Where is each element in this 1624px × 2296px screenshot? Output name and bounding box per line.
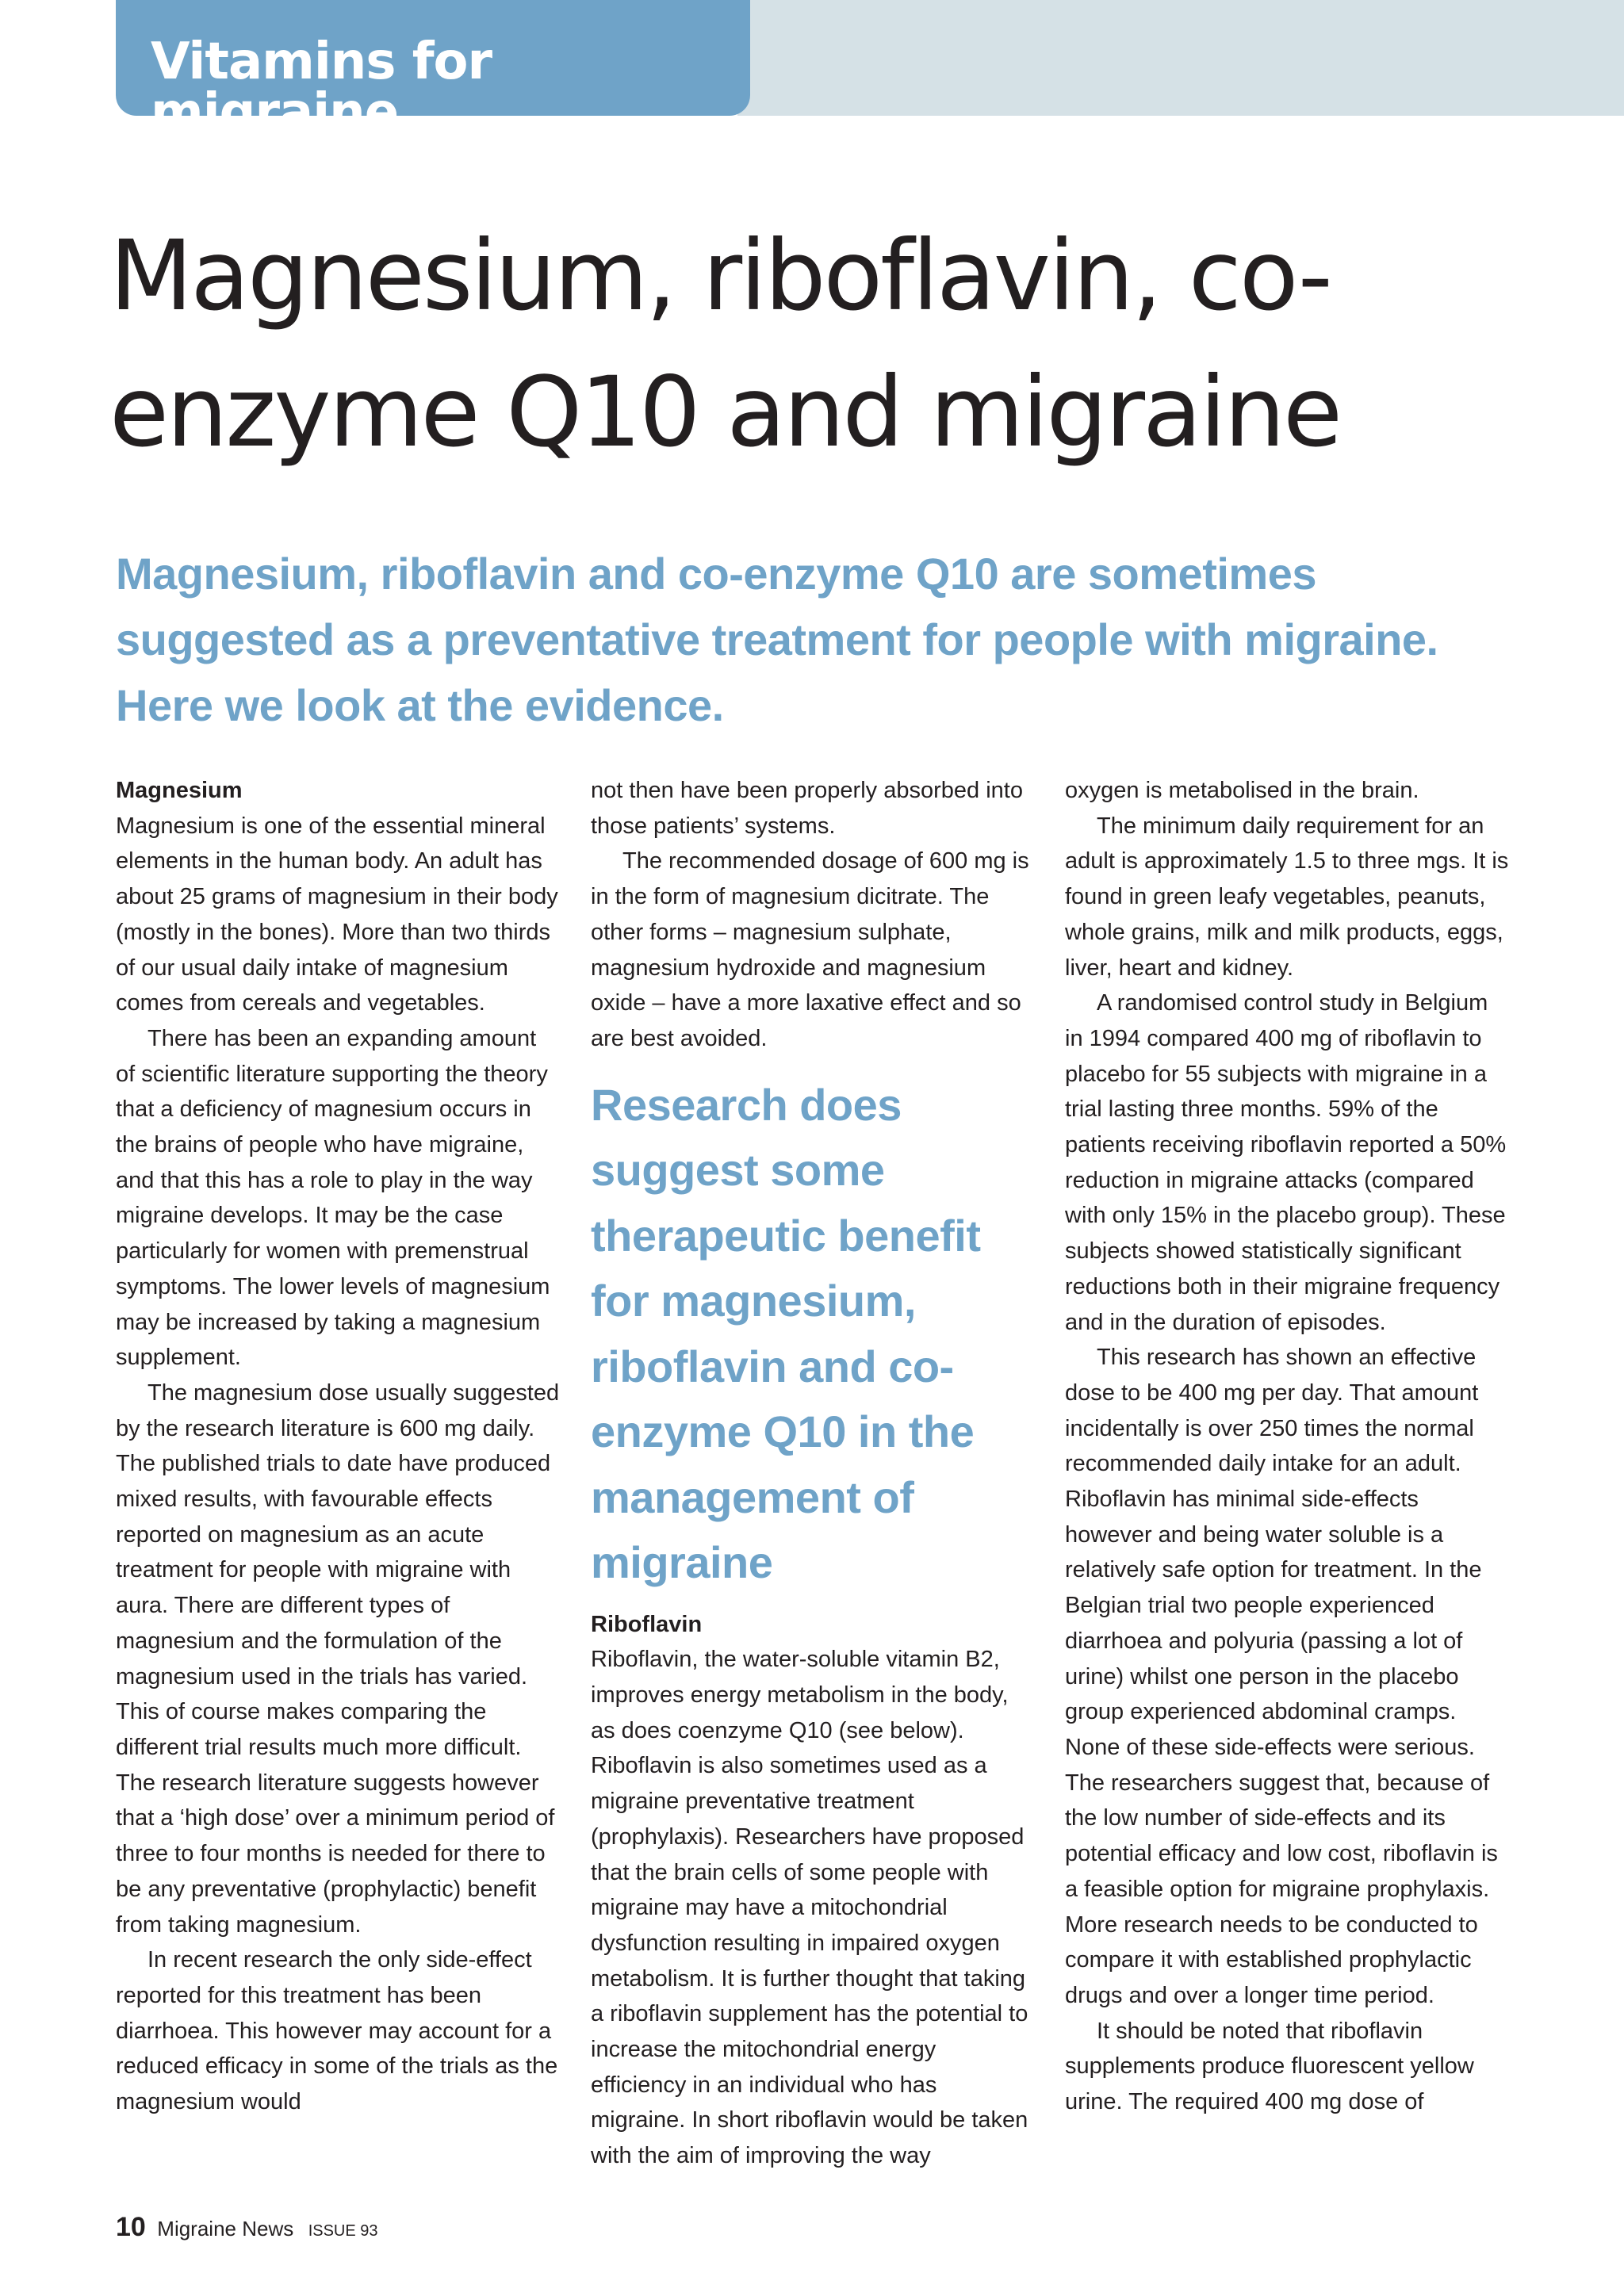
paragraph: It should be noted that riboflavin supplements produce fluorescent yellow urine. The required 400 mg dose of bbox=[1065, 2018, 1474, 2115]
article-title: Magnesium, riboflavin, co-enzyme Q10 and migraine bbox=[109, 220, 1341, 469]
paragraph: This research has shown an effective dose to be 400 mg per day. That amount incidentally is over 250 times the normal recommended daily intake for an adult. Riboflavin has minimal side-effects however and being water soluble is a relatively safe option for treatment. In the Belgian trial two people experienced diarrhoea and polyuria (passing a lot of urine) whilst one person in the placebo group experienced abdominal cramps. None of these side-effects were serious. The researchers suggest that, because of the low number of side-effects and its potential efficacy and low cost, riboflavin is a feasible option for migraine prophylaxis. More research needs to be conducted to compare it with established prophylactic drugs and over a longer time period. bbox=[1065, 1345, 1498, 2008]
paragraph: The minimum daily requirement for an adult is approximately 1.5 to three mgs. It is found in green leafy vegetables, peanuts, whole grains, milk and milk products, eggs, liver, heart and kidney. bbox=[1065, 813, 1509, 981]
section-tab-label: Vitamins for migraine bbox=[151, 33, 492, 142]
paragraph: In recent research the only side-effect reported for this treatment has been diarrhoea. This however may account for a reduced efficacy in some of the trials as the magnesium would bbox=[116, 1947, 558, 2115]
issue-label: ISSUE 93 bbox=[308, 2222, 378, 2240]
section-heading-magnesium: Magnesium bbox=[116, 778, 243, 803]
section-heading-riboflavin: Riboflavin bbox=[591, 1611, 703, 1637]
paragraph: not then have been properly absorbed into those patients’ systems. bbox=[591, 778, 1023, 839]
standfirst: Magnesium, riboflavin and co-enzyme Q10 are sometimes suggested as a preventative treatment for people with migraine. Here we look at the evidence. bbox=[116, 549, 1438, 730]
magazine-name: Migraine News bbox=[157, 2217, 294, 2241]
paragraph: The recommended dosage of 600 mg is in the form of magnesium dicitrate. The other forms – magnesium sulphate, magnesium hydroxide and magnesium oxide – have a more laxative effect and so are best avoided. bbox=[591, 848, 1029, 1051]
paragraph: There has been an expanding amount of scientific literature supporting the theory that a deficiency of magnesium occurs in the brains of people who have migraine, and that this has a role to play in the way migraine develops. It may be the case particularly for women with premenstrual symptoms. The lower levels of magnesium may be increased by taking a magnesium supplement. bbox=[116, 1025, 550, 1371]
page-footer bbox=[116, 2212, 378, 2243]
paragraph: Magnesium is one of the essential mineral elements in the human body. An adult has about 25 grams of magnesium in their body (mostly in the bones). More than two thirds of our usual daily intake of magnesium comes from cereals and vegetables. bbox=[116, 813, 558, 1016]
article-column-2 bbox=[591, 773, 1035, 2174]
article-column-3 bbox=[1065, 773, 1509, 2120]
section-tab bbox=[116, 0, 750, 142]
header-banner-strip bbox=[737, 0, 1624, 116]
paragraph: The magnesium dose usually suggested by the research literature is 600 mg daily. The published trials to date have produced mixed results, with favourable effects reported on magnesium as an acute treatment for people with migraine with aura. There are different types of magnesium and the formulation of the magnesium used in the trials has varied. This of course makes comparing the different trial results much more difficult. The research literature suggests however that a ‘high dose’ over a minimum period of three to four months is needed for there to be any preventative (prophylactic) benefit from taking magnesium. bbox=[116, 1380, 560, 1938]
page-number: 10 bbox=[116, 2212, 146, 2242]
article-column-1 bbox=[116, 773, 560, 2120]
pull-quote: Research does suggest some therapeutic benefit for magnesium, riboflavin and co-enzyme Q10 in the management of migraine bbox=[591, 1079, 981, 1588]
paragraph: Riboflavin, the water-soluble vitamin B2, improves energy metabolism in the body, as does coenzyme Q10 (see below). Riboflavin is also sometimes used as a migraine preventative treatment (prophylaxis). Researchers have proposed that the brain cells of some people with migraine may have a mitochondrial dysfunction resulting in impaired oxygen metabolism. It is further thought that taking a riboflavin supplement has the potential to increase the mitochondrial energy efficiency in an individual who has migraine. In short riboflavin would be taken with the aim of improving the way bbox=[591, 1647, 1028, 2169]
paragraph: A randomised control study in Belgium in 1994 compared 400 mg of riboflavin to placebo for 55 subjects with migraine in a trial lasting three months. 59% of the patients receiving riboflavin reported a 50% reduction in migraine attacks (compared with only 15% in the placebo group). These subjects showed statistically significant reductions both in their migraine frequency and in the duration of episodes. bbox=[1065, 990, 1507, 1335]
paragraph: oxygen is metabolised in the brain. bbox=[1065, 778, 1419, 803]
